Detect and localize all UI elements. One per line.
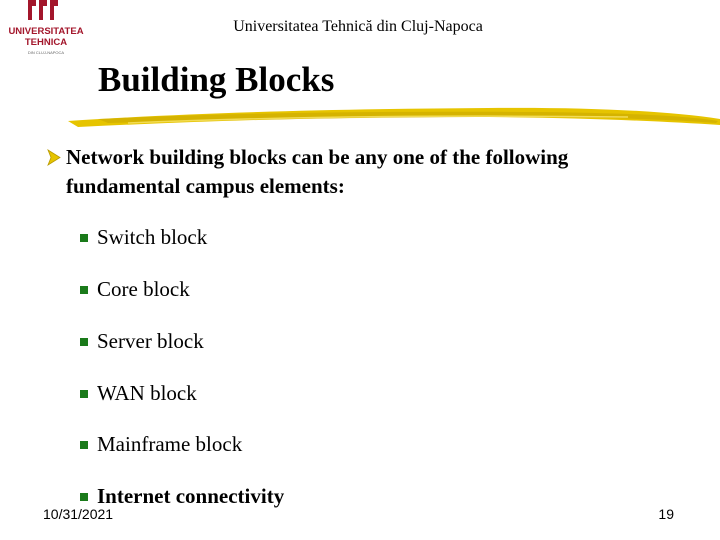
main-bullet-text: Network building blocks can be any one of the following fundamental campus elements: [66,145,569,198]
title-underline-brushstroke [68,103,720,129]
square-bullet-icon [80,493,88,501]
list-item-label: Mainframe block [97,432,243,456]
square-bullet-icon [80,338,88,346]
list-item [80,224,207,250]
logo-text-line1: UNIVERSITATEA [8,26,84,37]
slide-title: Building Blocks [98,60,335,99]
page-number: 19 [658,506,674,522]
square-bullet-icon [80,286,88,294]
list-item-label: Core block [97,277,190,301]
logo-subtitle: DIN CLUJ-NAPOCA [27,50,65,55]
list-item [80,431,242,457]
footer-date: 10/31/2021 [43,506,114,522]
logo-text-line2: TEHNICA [24,37,68,48]
list-item [80,276,190,302]
square-bullet-icon [80,441,88,449]
header-title: Universitatea Tehnică din Cluj-Napoca [233,18,483,35]
list-item-label: WAN block [97,381,197,405]
square-bullet-icon [80,234,88,242]
arrow-bullet-icon [46,143,64,172]
list-item-label: Switch block [97,225,208,249]
main-bullet [46,143,666,201]
list-item [80,328,204,354]
list-item-label: Server block [97,329,204,353]
list-item-label: Internet connectivity [97,484,285,508]
list-item [80,380,197,406]
square-bullet-icon [80,390,88,398]
